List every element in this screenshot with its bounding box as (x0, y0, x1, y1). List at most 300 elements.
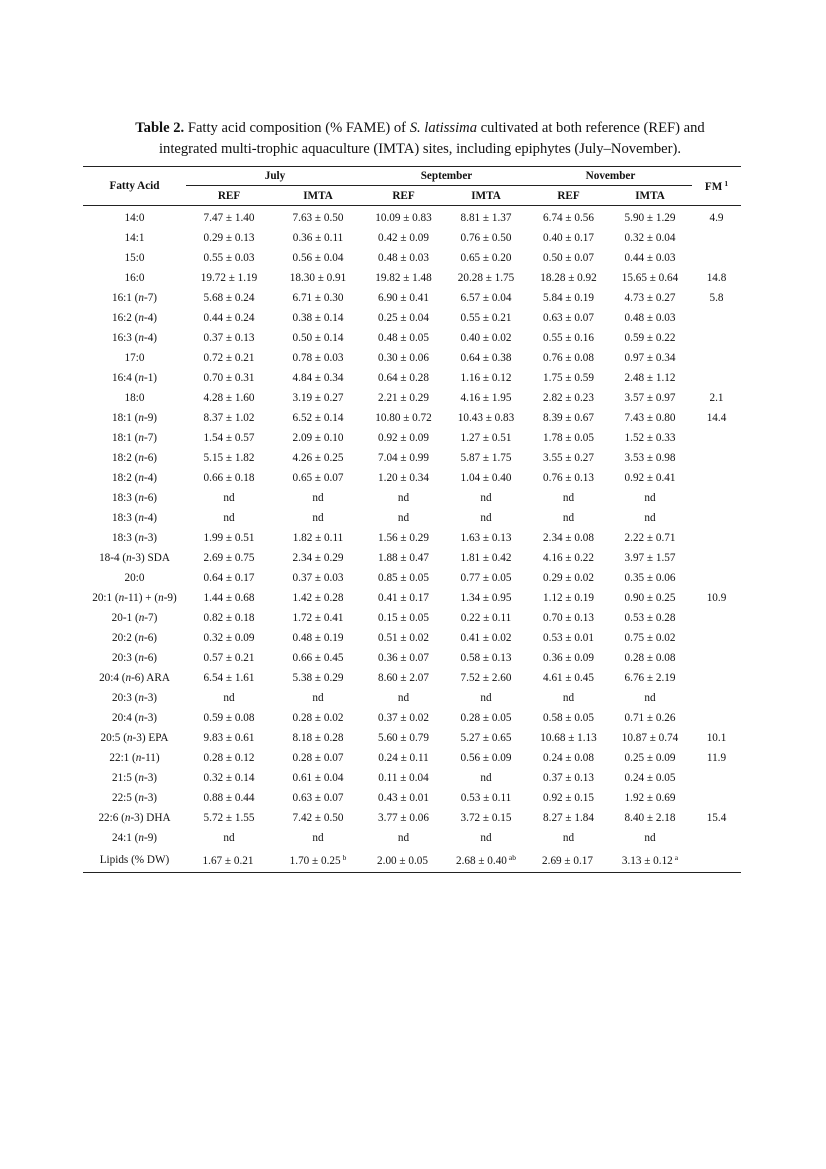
value-cell: 6.52 ± 0.14 (292, 412, 344, 424)
value-cell: 4.16 ± 0.22 (543, 552, 594, 564)
value-cell: 0.97 ± 0.34 (624, 352, 676, 364)
value-cell: 0.36 ± 0.09 (543, 652, 594, 664)
value-cell: 15.65 ± 0.64 (621, 272, 679, 284)
value-cell: 0.88 ± 0.44 (203, 792, 255, 804)
value-cell: 0.78 ± 0.03 (292, 352, 344, 364)
value-cell: 2.22 ± 0.71 (624, 532, 676, 544)
value-cell: 7.04 ± 0.99 (378, 452, 429, 464)
value-cell: nd (644, 692, 656, 704)
fatty-acid-name: 20-1 (n-7) (111, 612, 158, 624)
table-row (83, 668, 741, 688)
fm-cell: 4.9 (709, 212, 724, 224)
value-cell: nd (562, 692, 575, 704)
fm-cell (692, 328, 741, 348)
value-cell: 1.12 ± 0.19 (543, 592, 594, 604)
table-row (83, 488, 741, 508)
value-cell: 0.56 ± 0.04 (292, 252, 344, 264)
value-cell: 6.76 ± 2.19 (624, 672, 676, 684)
value-cell: 5.68 ± 0.24 (203, 292, 255, 304)
fatty-acid-name: 15:0 (124, 252, 145, 264)
fatty-acid-name: 20:1 (n-11) + (n-9) (92, 592, 177, 604)
value-cell: 1.82 ± 0.11 (292, 532, 344, 544)
value-cell: 3.77 ± 0.06 (378, 812, 429, 824)
value-cell: 0.43 ± 0.01 (378, 792, 429, 804)
fm-cell (692, 668, 741, 688)
fm-cell (692, 528, 741, 548)
table-row (83, 688, 741, 708)
table-row (83, 608, 741, 628)
value-cell: 8.60 ± 2.07 (378, 672, 429, 684)
value-cell: 10.68 ± 1.13 (540, 732, 597, 744)
value-cell: 0.32 ± 0.14 (203, 772, 255, 784)
value-cell: 0.76 ± 0.50 (460, 232, 512, 244)
fm-cell (692, 708, 741, 728)
table-row (83, 348, 741, 368)
value-cell: 0.85 ± 0.05 (378, 572, 429, 584)
value-cell: 2.34 ± 0.29 (292, 552, 344, 564)
value-cell: 1.63 ± 0.13 (460, 532, 512, 544)
fatty-acid-name: 16:1 (n-7) (111, 292, 158, 304)
value-cell: 0.11 ± 0.04 (378, 772, 429, 784)
fatty-acid-name: 16:4 (n-1) (111, 372, 158, 384)
table-row (83, 648, 741, 668)
value-cell: 0.76 ± 0.08 (543, 352, 594, 364)
fm-cell (692, 468, 741, 488)
fatty-acid-name: 14:0 (124, 212, 145, 224)
value-cell: 1.16 ± 0.12 (460, 372, 512, 384)
value-cell: 0.55 ± 0.16 (543, 332, 594, 344)
value-cell: nd (223, 692, 235, 704)
value-cell: nd (562, 492, 575, 504)
value-cell: nd (397, 832, 410, 844)
fatty-acid-name: 20:4 (n-6) ARA (99, 672, 170, 684)
value-cell: 0.32 ± 0.04 (624, 232, 676, 244)
fm-cell (692, 508, 741, 528)
fatty-acid-name: 18:3 (n-4) (111, 512, 158, 524)
fm-cell (692, 428, 741, 448)
table-row (83, 548, 741, 568)
value-cell: 0.92 ± 0.09 (378, 432, 429, 444)
table-row (83, 448, 741, 468)
significance-superscript: a (674, 853, 679, 862)
value-cell: 0.63 ± 0.07 (292, 792, 344, 804)
value-cell: 0.41 ± 0.17 (378, 592, 429, 604)
value-cell: 8.37 ± 1.02 (203, 412, 255, 424)
value-text: 2.68 ± 0.40 (456, 855, 507, 867)
value-cell: 0.56 ± 0.09 (460, 752, 512, 764)
fatty-acid-name: 22:6 (n-3) DHA (98, 812, 171, 824)
value-cell: 0.58 ± 0.05 (543, 712, 594, 724)
header-fm-label: FM (704, 181, 723, 193)
value-cell: 1.78 ± 0.05 (543, 432, 594, 444)
value-cell: nd (223, 512, 235, 524)
header-november-ref: REF (557, 189, 580, 202)
value-cell: 18.28 ± 0.92 (540, 272, 597, 284)
value-cell: 1.04 ± 0.40 (460, 472, 512, 484)
table-row (83, 628, 741, 648)
value-cell: 4.61 ± 0.45 (543, 672, 594, 684)
value-cell: 6.54 ± 1.61 (203, 672, 255, 684)
header-july-ref: REF (217, 189, 241, 202)
fm-cell (692, 368, 741, 388)
fatty-acid-name: 18:1 (n-7) (111, 432, 158, 444)
value-cell: nd (312, 512, 324, 524)
fm-cell (692, 248, 741, 268)
value-cell: 19.72 ± 1.19 (200, 272, 258, 284)
fatty-acid-name: 20:5 (n-3) EPA (100, 732, 169, 744)
value-cell: 6.74 ± 0.56 (543, 212, 594, 224)
value-cell: 0.58 ± 0.13 (460, 652, 512, 664)
value-cell: nd (480, 772, 492, 784)
fatty-acid-name: 16:2 (n-4) (111, 312, 158, 324)
value-cell: nd (644, 832, 656, 844)
value-cell: nd (397, 692, 410, 704)
fm-cell: 15.4 (706, 812, 727, 824)
value-cell: 19.82 ± 1.48 (375, 272, 432, 284)
value-cell: 0.28 ± 0.07 (292, 752, 344, 764)
significance-superscript: b (342, 853, 347, 862)
value-cell: 0.77 ± 0.05 (460, 572, 512, 584)
value-cell: 0.57 ± 0.21 (203, 652, 255, 664)
value-cell: 0.37 ± 0.03 (292, 572, 344, 584)
fm-cell (692, 788, 741, 808)
value-cell: 0.53 ± 0.01 (543, 632, 594, 644)
value-cell: 0.28 ± 0.02 (292, 712, 344, 724)
value-cell: 0.50 ± 0.07 (543, 252, 594, 264)
fm-cell (692, 448, 741, 468)
value-cell: 7.47 ± 1.40 (203, 212, 255, 224)
table-row (83, 408, 741, 428)
value-cell (608, 848, 692, 873)
value-cell: 2.09 ± 0.10 (292, 432, 344, 444)
table-row (83, 368, 741, 388)
header-july-imta: IMTA (303, 189, 333, 202)
value-cell: nd (312, 692, 324, 704)
fatty-acid-name: 21:5 (n-3) (111, 772, 158, 784)
value-cell: 7.43 ± 0.80 (624, 412, 676, 424)
value-cell: 8.81 ± 1.37 (460, 212, 512, 224)
value-cell: 7.63 ± 0.50 (292, 212, 344, 224)
value-cell: 0.82 ± 0.18 (203, 612, 255, 624)
fatty-acid-name: 20:3 (n-3) (111, 692, 158, 704)
fm-cell (692, 308, 741, 328)
significance-superscript: ab (508, 853, 516, 862)
table-row (83, 568, 741, 588)
table-row (83, 808, 741, 828)
value-cell: 0.64 ± 0.38 (460, 352, 512, 364)
fm-cell (692, 848, 741, 873)
fatty-acid-name: 16:0 (124, 272, 145, 284)
fm-cell (692, 828, 741, 848)
value-cell: 6.90 ± 0.41 (378, 292, 429, 304)
value-cell: 1.81 ± 0.42 (460, 552, 512, 564)
table-row (83, 228, 741, 248)
value-cell: 0.25 ± 0.04 (378, 312, 429, 324)
fm-cell (692, 648, 741, 668)
fm-cell (692, 608, 741, 628)
header-month-july: July (186, 167, 364, 186)
header-month-november: November (529, 167, 692, 186)
header-fm-sup: 1 (724, 179, 729, 188)
value-cell: 1.99 ± 0.51 (203, 532, 255, 544)
value-cell: 0.51 ± 0.02 (378, 632, 429, 644)
table-row (83, 268, 741, 288)
value-cell: 0.35 ± 0.06 (624, 572, 676, 584)
value-cell: 0.40 ± 0.17 (543, 232, 594, 244)
fatty-acid-table (83, 166, 741, 873)
value-cell: 7.42 ± 0.50 (292, 812, 344, 824)
value-cell: 0.59 ± 0.22 (624, 332, 676, 344)
value-cell: 0.37 ± 0.13 (543, 772, 594, 784)
value-cell: 3.72 ± 0.15 (460, 812, 512, 824)
table-row (83, 428, 741, 448)
fatty-acid-name: 20:4 (n-3) (111, 712, 158, 724)
value-cell: 0.48 ± 0.03 (624, 312, 676, 324)
table-row (83, 708, 741, 728)
value-cell: 0.28 ± 0.08 (624, 652, 676, 664)
fm-cell: 5.8 (709, 292, 724, 304)
caption-text-1: Fatty acid composition (% FAME) of (184, 120, 410, 136)
fm-cell (692, 688, 741, 708)
table-row (83, 528, 741, 548)
value-cell: nd (480, 492, 492, 504)
fatty-acid-name: 18:1 (n-9) (111, 412, 158, 424)
fatty-acid-name: 16:3 (n-4) (111, 332, 158, 344)
header-fatty-acid: Fatty Acid (109, 180, 160, 192)
fatty-acid-name: 18:2 (n-6) (111, 452, 158, 464)
table-row (83, 308, 741, 328)
table-body (83, 206, 741, 873)
value-cell (272, 848, 364, 873)
table-row (83, 588, 741, 608)
value-text: 3.13 ± 0.12 (621, 855, 673, 867)
value-cell: 9.83 ± 0.61 (203, 732, 255, 744)
table-row (83, 508, 741, 528)
value-cell: 0.92 ± 0.41 (624, 472, 676, 484)
value-cell: 0.48 ± 0.19 (292, 632, 344, 644)
value-cell: 8.27 ± 1.84 (543, 812, 594, 824)
value-cell: 0.72 ± 0.21 (203, 352, 255, 364)
value-cell: 0.42 ± 0.09 (378, 232, 429, 244)
value-cell: 0.48 ± 0.05 (378, 332, 429, 344)
value-cell: 0.64 ± 0.28 (378, 372, 429, 384)
value-cell: 0.37 ± 0.13 (203, 332, 255, 344)
value-cell: 0.28 ± 0.05 (460, 712, 512, 724)
value-cell: 8.40 ± 2.18 (624, 812, 676, 824)
value-text: 2.69 ± 0.17 (542, 855, 593, 867)
value-cell: nd (644, 512, 656, 524)
table-row (83, 206, 741, 229)
value-cell: 0.24 ± 0.08 (543, 752, 594, 764)
caption-species: S. latissima (409, 120, 477, 136)
value-cell: 5.15 ± 1.82 (203, 452, 255, 464)
value-cell: 0.59 ± 0.08 (203, 712, 255, 724)
value-cell: 1.34 ± 0.95 (460, 592, 512, 604)
value-cell: 0.48 ± 0.03 (378, 252, 429, 264)
value-cell (529, 848, 608, 873)
value-cell: 2.34 ± 0.08 (543, 532, 594, 544)
value-cell: 0.29 ± 0.13 (203, 232, 255, 244)
fatty-acid-name: 17:0 (124, 352, 145, 364)
value-cell: 0.29 ± 0.02 (543, 572, 594, 584)
value-text: 1.70 ± 0.25 (289, 855, 341, 867)
table-row (83, 288, 741, 308)
fm-cell (692, 548, 741, 568)
value-cell: 8.18 ± 0.28 (292, 732, 344, 744)
value-cell: 0.22 ± 0.11 (460, 612, 512, 624)
table-row-lipids (83, 848, 741, 873)
value-cell: 0.63 ± 0.07 (543, 312, 594, 324)
header-month-september: September (364, 167, 529, 186)
value-cell: 1.44 ± 0.68 (203, 592, 255, 604)
header-september-imta: IMTA (471, 189, 501, 202)
value-cell: nd (562, 512, 575, 524)
fm-cell: 11.9 (706, 752, 727, 764)
value-cell: 0.92 ± 0.15 (543, 792, 594, 804)
value-cell: 8.39 ± 0.67 (543, 412, 594, 424)
caption-label: Table 2. (135, 120, 185, 136)
value-cell: 5.84 ± 0.19 (543, 292, 594, 304)
value-cell: nd (644, 492, 656, 504)
value-cell: 0.53 ± 0.28 (624, 612, 676, 624)
value-cell: 0.64 ± 0.17 (203, 572, 255, 584)
value-cell: 0.70 ± 0.13 (543, 612, 594, 624)
fm-cell (692, 568, 741, 588)
value-cell: 10.87 ± 0.74 (621, 732, 679, 744)
fm-cell (692, 228, 741, 248)
fm-cell: 14.4 (706, 412, 727, 424)
value-cell: 5.27 ± 0.65 (460, 732, 512, 744)
value-cell: 20.28 ± 1.75 (457, 272, 515, 284)
value-cell: 18.30 ± 0.91 (289, 272, 347, 284)
value-cell: 2.82 ± 0.23 (543, 392, 594, 404)
fatty-acid-name: 20:2 (n-6) (111, 632, 158, 644)
fatty-acid-name: 18:3 (n-6) (111, 492, 158, 504)
value-cell: 6.57 ± 0.04 (460, 292, 512, 304)
fm-cell (692, 488, 741, 508)
value-cell: 0.53 ± 0.11 (460, 792, 512, 804)
header-november-imta: IMTA (635, 189, 665, 202)
value-cell: nd (562, 832, 575, 844)
value-cell: 0.25 ± 0.09 (624, 752, 676, 764)
table-row (83, 468, 741, 488)
value-cell: 0.44 ± 0.24 (203, 312, 255, 324)
value-cell: nd (223, 832, 235, 844)
fatty-acid-name: 18:0 (124, 392, 145, 404)
fm-cell: 2.1 (709, 392, 724, 404)
value-text: 2.00 ± 0.05 (377, 855, 428, 867)
value-cell: nd (480, 692, 492, 704)
value-cell: 0.61 ± 0.04 (292, 772, 344, 784)
value-cell: 0.65 ± 0.20 (460, 252, 512, 264)
value-cell: 0.24 ± 0.11 (378, 752, 429, 764)
value-cell: 0.15 ± 0.05 (378, 612, 429, 624)
value-cell: 5.72 ± 1.55 (203, 812, 255, 824)
value-cell: 4.26 ± 0.25 (292, 452, 344, 464)
value-cell: 10.43 ± 0.83 (457, 412, 515, 424)
value-cell: 3.97 ± 1.57 (624, 552, 676, 564)
value-cell: 0.76 ± 0.13 (543, 472, 594, 484)
header-fm (692, 167, 741, 206)
value-cell: 0.32 ± 0.09 (203, 632, 255, 644)
value-cell: 0.28 ± 0.12 (203, 752, 255, 764)
table-row (83, 788, 741, 808)
value-cell: 2.21 ± 0.29 (378, 392, 429, 404)
value-cell (186, 848, 272, 873)
value-cell: 2.48 ± 1.12 (624, 372, 676, 384)
value-cell: 6.71 ± 0.30 (292, 292, 344, 304)
table-row (83, 748, 741, 768)
fm-cell (692, 768, 741, 788)
value-cell: 0.30 ± 0.06 (378, 352, 429, 364)
value-cell: 0.40 ± 0.02 (460, 332, 512, 344)
fatty-acid-name: 20:3 (n-6) (111, 652, 158, 664)
value-cell: 1.72 ± 0.41 (292, 612, 344, 624)
value-cell (364, 848, 443, 873)
value-text: 1.67 ± 0.21 (202, 855, 254, 867)
value-cell: 1.75 ± 0.59 (543, 372, 594, 384)
table-caption (120, 118, 720, 160)
value-cell: nd (480, 832, 492, 844)
value-cell: 0.90 ± 0.25 (624, 592, 676, 604)
value-cell: nd (312, 492, 324, 504)
fatty-acid-name: 14:1 (124, 232, 145, 244)
value-cell: 1.54 ± 0.57 (203, 432, 255, 444)
fm-cell: 14.8 (706, 272, 727, 284)
value-cell: 0.36 ± 0.07 (378, 652, 429, 664)
value-cell: 0.38 ± 0.14 (292, 312, 344, 324)
caption-text-2: cultivated at both reference (REF) and integrated multi-trophic aquaculture (IMTA) sites, including epiphytes (July–November). (158, 120, 705, 157)
value-cell: 3.55 ± 0.27 (543, 452, 594, 464)
value-cell: 4.16 ± 1.95 (460, 392, 512, 404)
table-row (83, 388, 741, 408)
value-cell: 0.65 ± 0.07 (292, 472, 344, 484)
table-row (83, 828, 741, 848)
fm-cell (692, 348, 741, 368)
fm-cell (692, 628, 741, 648)
table-row (83, 248, 741, 268)
value-cell: 4.73 ± 0.27 (624, 292, 676, 304)
fm-cell: 10.1 (706, 732, 727, 744)
header-september-ref: REF (392, 189, 415, 202)
value-cell: 3.57 ± 0.97 (624, 392, 676, 404)
value-cell: 0.41 ± 0.02 (460, 632, 512, 644)
value-cell: 1.92 ± 0.69 (624, 792, 676, 804)
fatty-acid-name: 22:5 (n-3) (111, 792, 158, 804)
value-cell: nd (312, 832, 324, 844)
fm-cell: 10.9 (706, 592, 727, 604)
value-cell: 10.80 ± 0.72 (375, 412, 432, 424)
value-cell: 0.55 ± 0.21 (460, 312, 512, 324)
value-cell: 1.56 ± 0.29 (378, 532, 429, 544)
value-cell: 5.90 ± 1.29 (624, 212, 676, 224)
fatty-acid-name: 18-4 (n-3) SDA (99, 552, 170, 564)
value-cell: nd (223, 492, 235, 504)
value-cell: 0.75 ± 0.02 (624, 632, 676, 644)
value-cell: 0.24 ± 0.05 (624, 772, 676, 784)
value-cell: nd (397, 512, 410, 524)
value-cell: 0.70 ± 0.31 (203, 372, 255, 384)
table-row (83, 768, 741, 788)
value-cell: 1.27 ± 0.51 (460, 432, 512, 444)
fatty-acid-name: 24:1 (n-9) (111, 832, 158, 844)
fatty-acid-name: Lipids (% DW) (99, 853, 170, 866)
fatty-acid-name: 20:0 (124, 572, 145, 584)
fatty-acid-name: 18:3 (n-3) (111, 532, 158, 544)
value-cell: 1.20 ± 0.34 (378, 472, 429, 484)
value-cell: 0.66 ± 0.18 (203, 472, 255, 484)
value-cell: 5.38 ± 0.29 (292, 672, 344, 684)
